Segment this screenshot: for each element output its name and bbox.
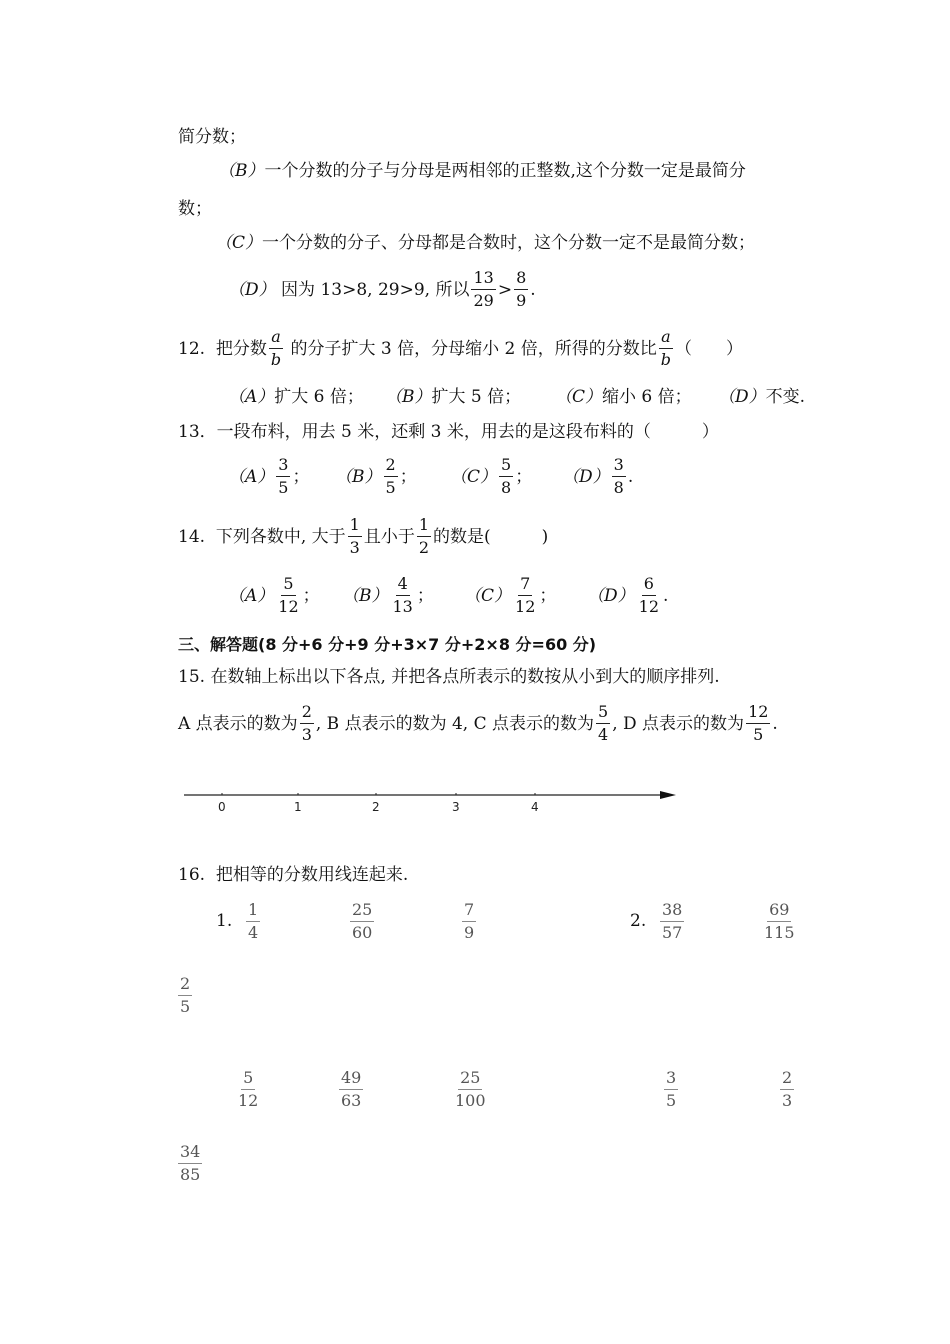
q13-option-b: （B） $\frac{2}{5}$ ；: [335, 455, 417, 497]
q12-option-b: （B）扩大 5 倍；: [385, 387, 522, 407]
fraction: $\frac{5}{12}$: [278, 574, 299, 616]
q14-option-a: （A） $\frac{5}{12}$ ；: [228, 574, 320, 616]
fraction: $\frac{1}{3}$: [349, 515, 360, 557]
fraction-item[interactable]: $\frac{2}{3}$: [782, 1068, 793, 1110]
fraction-item[interactable]: $\frac{5}{12}$: [238, 1068, 259, 1110]
fraction: $\frac{2}{3}$: [301, 702, 312, 744]
q14-option-c: （C） $\frac{7}{12}$ ；: [464, 574, 557, 616]
fraction-item[interactable]: $\frac{69}{115}$: [764, 900, 795, 942]
axis-tick-label: 2: [372, 800, 380, 814]
number-line: [180, 784, 680, 820]
fraction: $\frac{1}{2}$: [418, 515, 430, 557]
question-15: 15. 在数轴上标出以下各点, 并把各点所表示的数按从小到大的顺序排列.: [178, 667, 720, 687]
section-heading: 三、解答题(8 分+6 分+9 分+3×7 分+2×8 分=60 分): [178, 635, 597, 654]
question-16: 16. 把相等的分数用线连起来.: [178, 865, 409, 885]
question-13: 13．一段布料，用去 5 米，还剩 3 米，用去的是这段布料的（ ）: [178, 422, 719, 442]
q15-points: A 点表示的数为 $\frac{2}{3}$ , B 点表示的数为 4, C 点表示的数为 $\frac{5}{4}$ , D 点表示的数为 $\frac{12}{5}$ .: [178, 702, 778, 744]
question-12: 12. 把分数 $\frac{a}{b}$ 的分子扩大 3 倍，分母缩小 2 倍，所得的分数比 $\frac{a}{b}$ （ ）: [178, 327, 744, 369]
fraction: $\frac{6}{12}$: [638, 574, 659, 616]
q11-option-b-cont: 数；: [178, 199, 212, 219]
fraction: $\frac{7}{12}$: [515, 574, 536, 616]
fraction-item[interactable]: $\frac{34}{85}$: [180, 1142, 201, 1184]
fraction: $\frac{a}{b}$: [660, 327, 672, 369]
q11-option-b: （B）一个分数的分子与分母是两相邻的正整数,这个分数一定是最简分: [218, 161, 746, 181]
axis-tick-label: 1: [294, 800, 302, 814]
q12-option-c: （C）缩小 6 倍；: [555, 387, 692, 407]
fraction: $\frac{12}{5}$: [748, 702, 769, 744]
axis-tick-label: 3: [452, 800, 460, 814]
fraction: $\frac{3}{5}$: [278, 455, 289, 497]
fraction-item[interactable]: $\frac{38}{57}$: [662, 900, 683, 942]
fraction: $\frac{4}{13}$: [392, 574, 413, 616]
axis-tick-label: 4: [531, 800, 539, 814]
fraction-item[interactable]: $\frac{49}{63}$: [341, 1068, 362, 1110]
fraction-item[interactable]: $\frac{1}{4}$: [248, 900, 259, 942]
fraction: $\frac{8}{9}$: [516, 268, 527, 310]
q12-option-a: （A）扩大 6 倍；: [228, 387, 364, 407]
q12-option-d: （D）不变.: [718, 387, 806, 407]
q14-option-b: （B） $\frac{4}{13}$ ；: [342, 574, 434, 616]
group-1-label: 1.: [216, 911, 233, 931]
fraction: $\frac{5}{4}$: [598, 702, 609, 744]
q13-option-a: （A） $\frac{3}{5}$ ；: [228, 455, 310, 497]
fraction: $\frac{5}{8}$: [501, 455, 512, 497]
q14-option-d: （D） $\frac{6}{12}$ .: [587, 574, 669, 616]
question-14: 14. 下列各数中, 大于 $\frac{1}{3}$ 且小于 $\frac{1}{2}$ 的数是( ): [178, 515, 549, 557]
fraction: $\frac{2}{5}$: [385, 455, 396, 497]
q11-option-c: （C）一个分数的分子、分母都是合数时，这个分数一定不是最简分数；: [215, 233, 756, 253]
fraction: $\frac{3}{8}$: [613, 455, 624, 497]
fraction-item[interactable]: $\frac{25}{60}$: [352, 900, 373, 942]
axis-tick-label: 0: [218, 800, 226, 814]
fraction-item[interactable]: $\frac{7}{9}$: [464, 900, 475, 942]
q11-cont-line: 简分数；: [178, 127, 246, 147]
q13-option-c: （C） $\frac{5}{8}$ ；: [450, 455, 533, 497]
fraction-item[interactable]: $\frac{2}{5}$: [180, 974, 191, 1016]
fraction-item[interactable]: $\frac{3}{5}$: [666, 1068, 677, 1110]
fraction: $\frac{13}{29}$: [473, 268, 494, 310]
q13-option-d: （D） $\frac{3}{8}$ .: [562, 455, 634, 497]
q11-option-d: （D） 因为 13>8, 29>9, 所以 $\frac{13}{29}$ > $\frac{8}{9}$ .: [228, 268, 536, 310]
fraction-item[interactable]: $\frac{25}{100}$: [455, 1068, 486, 1110]
fraction: $\frac{a}{b}$: [270, 327, 282, 369]
group-2-label: 2.: [630, 911, 647, 931]
arrow-right-icon: [660, 791, 676, 799]
